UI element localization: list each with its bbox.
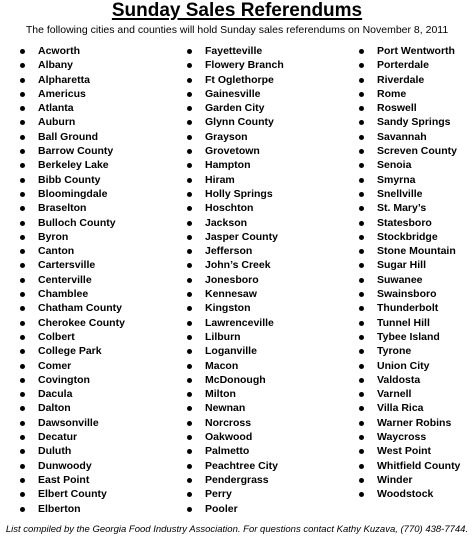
list-item: Atlanta	[18, 101, 178, 115]
list-item: St. Mary’s	[357, 201, 472, 215]
list-item: Holly Springs	[185, 187, 345, 201]
list-item: Oakwood	[185, 430, 345, 444]
list-item: Dacula	[18, 387, 178, 401]
list-item: Whitfield County	[357, 459, 472, 473]
list-item: Acworth	[18, 44, 178, 58]
list-item: Tunnel Hill	[357, 316, 472, 330]
page-title-text: Sunday Sales Referendums	[111, 0, 363, 21]
list-item: Americus	[18, 87, 178, 101]
list-item: Tybee Island	[357, 330, 472, 344]
list-item: Dunwoody	[18, 459, 178, 473]
list-item: Warner Robins	[357, 416, 472, 430]
list-item: Centerville	[18, 273, 178, 287]
list-item: Albany	[18, 58, 178, 72]
list-item: Kingston	[185, 301, 345, 315]
list-item: Hampton	[185, 158, 345, 172]
list-item: Hiram	[185, 173, 345, 187]
list-item: Chamblee	[18, 287, 178, 301]
list-item: Waycross	[357, 430, 472, 444]
list-item: Ft Oglethorpe	[185, 73, 345, 87]
list-item: Fayetteville	[185, 44, 345, 58]
list-item: Senoia	[357, 158, 472, 172]
list-item: Bloomingdale	[18, 187, 178, 201]
list-item: Snellville	[357, 187, 472, 201]
list-item: Stockbridge	[357, 230, 472, 244]
list-item: Grayson	[185, 130, 345, 144]
list-item: John’s Creek	[185, 258, 345, 272]
list-item: Roswell	[357, 101, 472, 115]
list-item: Jefferson	[185, 244, 345, 258]
list-item: Hoschton	[185, 201, 345, 215]
list-item: Braselton	[18, 201, 178, 215]
list-item: McDonough	[185, 373, 345, 387]
list-item: Norcross	[185, 416, 345, 430]
list-item: Covington	[18, 373, 178, 387]
list-item: Elberton	[18, 502, 178, 516]
list-item: Jonesboro	[185, 273, 345, 287]
list-item: Thunderbolt	[357, 301, 472, 315]
list-item: Dalton	[18, 401, 178, 415]
list-item: Grovetown	[185, 144, 345, 158]
list-item: Palmetto	[185, 444, 345, 458]
list-item: Lilburn	[185, 330, 345, 344]
list-item: Decatur	[18, 430, 178, 444]
list-item: Peachtree City	[185, 459, 345, 473]
list-item: Lawrenceville	[185, 316, 345, 330]
footer-note: List compiled by the Georgia Food Industry Association. For questions contact Kathy Kuzava, (770) 438-7744.	[5, 524, 469, 535]
list-item: Newnan	[185, 401, 345, 415]
list-item: Pooler	[185, 502, 345, 516]
list-item: Canton	[18, 244, 178, 258]
list-item: College Park	[18, 344, 178, 358]
list-item: Chatham County	[18, 301, 178, 315]
list-item: Villa Rica	[357, 401, 472, 415]
list-item: Kennesaw	[185, 287, 345, 301]
list-item: Screven County	[357, 144, 472, 158]
list-item: Garden City	[185, 101, 345, 115]
list-item: Duluth	[18, 444, 178, 458]
list-item: Jasper County	[185, 230, 345, 244]
list-item: Jackson	[185, 216, 345, 230]
list-item: Union City	[357, 359, 472, 373]
list-item: Valdosta	[357, 373, 472, 387]
list-item: Port Wentworth	[357, 44, 472, 58]
list-item: Porterdale	[357, 58, 472, 72]
list-item: Pendergrass	[185, 473, 345, 487]
list-item: Bulloch County	[18, 216, 178, 230]
city-list-column-1	[18, 44, 178, 516]
list-item: Sandy Springs	[357, 115, 472, 129]
list-item: Smyrna	[357, 173, 472, 187]
list-item: Flowery Branch	[185, 58, 345, 72]
list-item: Berkeley Lake	[18, 158, 178, 172]
list-item: Dawsonville	[18, 416, 178, 430]
list-item: Sugar Hill	[357, 258, 472, 272]
list-item: Comer	[18, 359, 178, 373]
list-item: Winder	[357, 473, 472, 487]
list-item: Barrow County	[18, 144, 178, 158]
list-item: Cartersville	[18, 258, 178, 272]
list-item: Alpharetta	[18, 73, 178, 87]
list-item: Auburn	[18, 115, 178, 129]
list-item: West Point	[357, 444, 472, 458]
list-item: Macon	[185, 359, 345, 373]
list-item: Rome	[357, 87, 472, 101]
city-list-column-2	[185, 44, 345, 516]
list-item: Glynn County	[185, 115, 345, 129]
list-item: Colbert	[18, 330, 178, 344]
list-item: Swainsboro	[357, 287, 472, 301]
list-item: Stone Mountain	[357, 244, 472, 258]
list-item: Statesboro	[357, 216, 472, 230]
list-item: Ball Ground	[18, 130, 178, 144]
list-item: Cherokee County	[18, 316, 178, 330]
city-list-column-3	[357, 44, 472, 502]
list-item: Suwanee	[357, 273, 472, 287]
list-item: Elbert County	[18, 487, 178, 501]
list-item: Perry	[185, 487, 345, 501]
list-item: Riverdale	[357, 73, 472, 87]
list-item: Tyrone	[357, 344, 472, 358]
list-item: East Point	[18, 473, 178, 487]
page-subtitle: The following cities and counties will hold Sunday sales referendums on November 8, 2011	[25, 24, 449, 36]
list-item: Loganville	[185, 344, 345, 358]
list-item: Bibb County	[18, 173, 178, 187]
list-item: Milton	[185, 387, 345, 401]
list-item: Woodstock	[357, 487, 472, 501]
page-title	[0, 0, 474, 22]
list-item: Byron	[18, 230, 178, 244]
list-item: Gainesville	[185, 87, 345, 101]
list-item: Savannah	[357, 130, 472, 144]
list-item: Varnell	[357, 387, 472, 401]
